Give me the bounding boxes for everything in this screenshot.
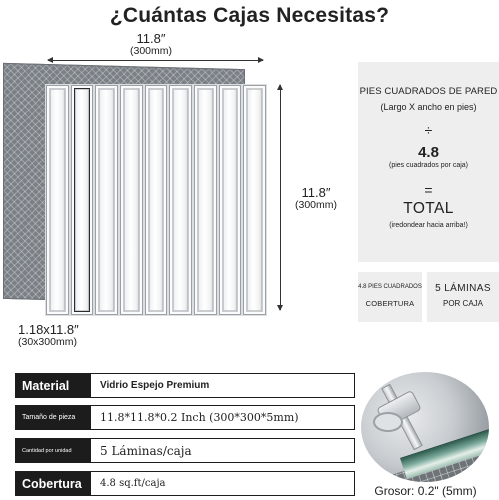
coverage-box — [358, 272, 422, 322]
width-arrow — [48, 60, 263, 61]
spec-value: Vidrio Espejo Premium — [100, 380, 210, 391]
mirror-strip — [46, 85, 69, 315]
sheets-box — [427, 272, 499, 322]
strip-dimension — [18, 323, 118, 348]
strip-dimension-mm: (30x300mm) — [18, 335, 77, 348]
formula-panel — [358, 62, 499, 262]
mirror-strip — [71, 85, 94, 315]
formula-divide-sign: ÷ — [424, 122, 433, 138]
sheets-value: 5 LÁMINAS — [435, 283, 491, 294]
right-dimension — [283, 186, 349, 211]
right-dimension-mm: (300mm) — [294, 198, 337, 211]
thickness-photo — [361, 372, 489, 482]
formula-value: 4.8 — [418, 144, 439, 161]
coverage-value: 4.8 PIES CUADRADOS — [358, 284, 422, 290]
mirror-strip — [219, 85, 242, 315]
top-dimension — [96, 32, 206, 57]
mirror-strip — [243, 85, 266, 315]
spec-row-quantity — [15, 438, 355, 463]
spec-value: 4.8 sq.ft/caja — [100, 478, 166, 489]
formula-total-note: (iredondear hacia arriba!) — [389, 222, 468, 229]
thickness-caption: Grosor: 0.2" (5mm) — [374, 484, 477, 498]
spec-row-size — [15, 405, 355, 430]
mirror-tile-sheet — [45, 84, 267, 316]
spec-row-coverage — [15, 471, 355, 496]
spec-key: Material — [16, 374, 91, 397]
caliper-dial — [373, 412, 403, 432]
right-dimension-inches: 11.8″ — [301, 185, 331, 200]
formula-total: TOTAL — [403, 200, 454, 217]
spec-key: Cantidad por unidad — [16, 439, 91, 462]
spec-value: 11.8*11.8*0.2 Inch (300*300*5mm) — [100, 411, 299, 424]
sheets-label: POR CAJA — [442, 299, 483, 308]
mirror-strip — [95, 85, 118, 315]
formula-wall-area-note: (Largo X ancho en pies) — [380, 102, 477, 112]
formula-wall-area: PIES CUADRADOS DE PARED — [359, 86, 498, 97]
mirror-strip — [120, 85, 143, 315]
mirror-strip — [169, 85, 192, 315]
height-arrow — [280, 85, 281, 310]
formula-value-note: (pies cuadrados por caja) — [389, 162, 468, 169]
top-dimension-inches: 11.8″ — [136, 31, 166, 46]
spec-key: Tamaño de pieza — [16, 406, 91, 429]
mirror-strip — [145, 85, 168, 315]
strip-dimension-inches: 1.18x11.8″ — [18, 322, 79, 337]
formula-equals-sign: = — [424, 182, 433, 198]
top-dimension-mm: (300mm) — [129, 44, 172, 57]
page-title: ¿Cuántas Cajas Necesitas? — [109, 4, 390, 27]
spec-value: 5 Láminas/caja — [100, 443, 192, 458]
mirror-strip — [194, 85, 217, 315]
coverage-label: COBERTURA — [365, 299, 415, 308]
spec-row-material — [15, 373, 355, 398]
spec-key: Cobertura — [16, 472, 91, 495]
